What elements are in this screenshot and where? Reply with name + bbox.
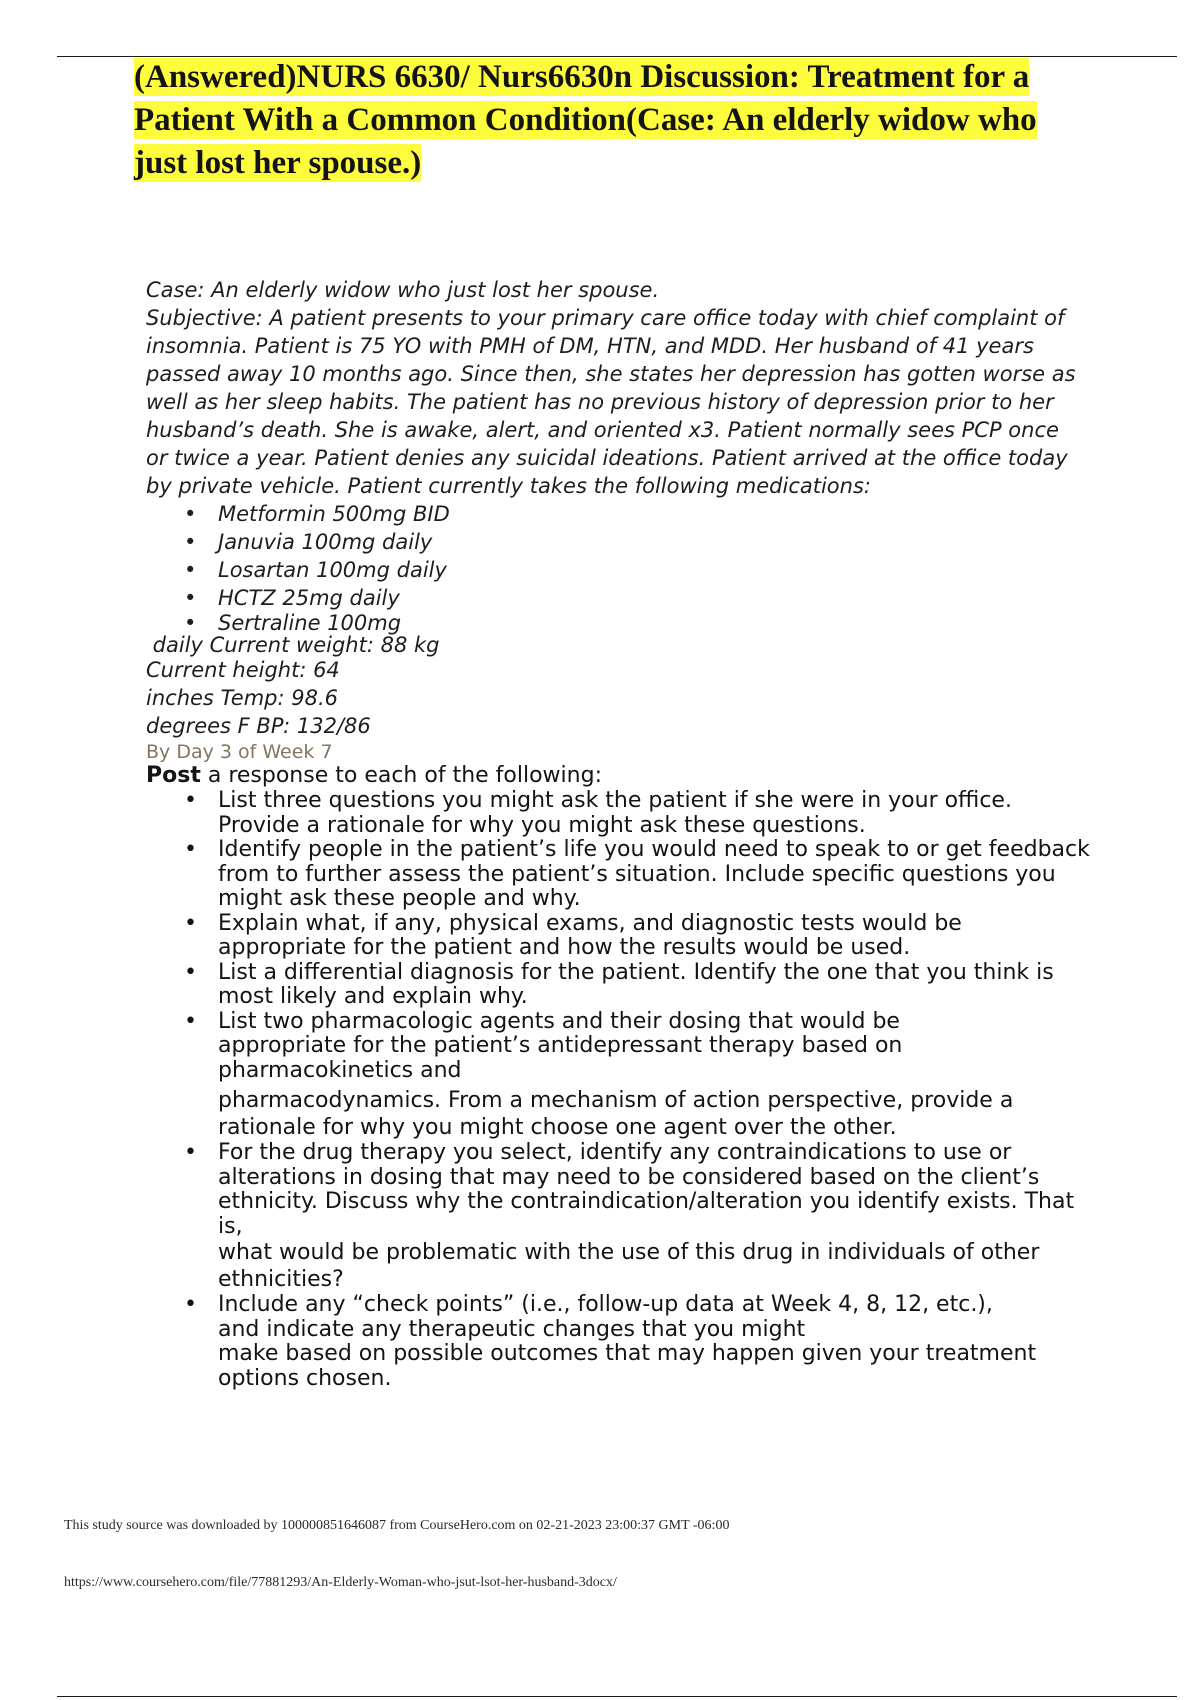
post-lead bbox=[146, 762, 1086, 789]
case-heading: Case: An elderly widow who just lost her spouse. bbox=[146, 278, 660, 302]
medication-item: • HCTZ 25mg daily bbox=[146, 584, 1086, 612]
prompt-item bbox=[146, 789, 1038, 838]
post-section bbox=[146, 762, 1090, 1391]
prompt-text-continued: make based on possible outcomes that may happen given your treatment options chosen. bbox=[218, 1341, 1037, 1391]
prompt-item bbox=[146, 1293, 1038, 1391]
vitals-line: inches Temp: 98.6 bbox=[146, 686, 338, 710]
post-bold-word: Post bbox=[146, 763, 201, 788]
case-subjective: Subjective: A patient presents to your primary care office today with chief complaint of insomnia. Patient is 75 YO with PMH of DM, HTN, and MDD. Her husband of 41 years passed away 10 months ago. Since then, she states her depression has gotten worse as well as her sleep habits. The patient has no previous history of depression prior to her husband’s death. She is awake, alert, and oriented x3. Patient normally sees PCP once or twice a year. Patient denies any suicidal ideations. Patient arrived at the office today by private vehicle. Patient currently takes the following medications: bbox=[146, 306, 1076, 498]
prompt-text: • List a differential diagnosis for the patient. Identify the one that you think is most likely and explain why. bbox=[218, 959, 1054, 1009]
vitals-line: degrees F BP: 132/86 bbox=[146, 714, 371, 738]
bottom-rule bbox=[57, 1696, 1177, 1697]
prompt-text: • List two pharmacologic agents and their dosing that would be appropriate for the patient’s antidepressant therapy based on pharmacokinetics and bbox=[218, 1008, 903, 1083]
post-lead-text: a response to each of the following: bbox=[200, 763, 602, 788]
deadline-label: By Day 3 of Week 7 bbox=[146, 741, 333, 763]
medication-item: • Losartan 100mg daily bbox=[146, 556, 1086, 584]
title-highlight: (Answered)NURS 6630/ Nurs6630n Discussion: Treatment for a Patient With a Common Condition(Case: An elderly widow who just lost her spouse.) bbox=[134, 59, 1037, 181]
document-title bbox=[134, 56, 1094, 185]
vitals-line: daily Current weight: 88 kg bbox=[146, 633, 440, 657]
prompt-item bbox=[146, 1010, 1018, 1142]
medication-item: • Metformin 500mg BID bbox=[146, 500, 1086, 528]
prompt-text-continued: what would be problematic with the use of this drug in individuals of other ethnicities? bbox=[218, 1240, 1040, 1292]
prompt-text: • Include any “check points” (i.e., follow-up data at Week 4, 8, 12, etc.), and indicate any therapeutic changes that you might bbox=[218, 1292, 993, 1342]
prompt-text-continued: pharmacodynamics. From a mechanism of action perspective, provide a rationale for why you might choose one agent over the other. bbox=[218, 1088, 1014, 1140]
prompt-item bbox=[146, 912, 1068, 961]
prompt-item bbox=[146, 1141, 1078, 1293]
prompt-text: • Identify people in the patient’s life you would need to speak to or get feedback from to further assess the patient’s situation. Include specific questions you might ask these people and why. bbox=[218, 837, 1090, 911]
medication-item: • Sertraline 100mg bbox=[146, 612, 1086, 634]
source-url: https://www.coursehero.com/file/77881293/An-Elderly-Woman-who-jsut-lsot-her-husband-3docx/ bbox=[64, 1575, 617, 1590]
prompt-text: • List three questions you might ask the patient if she were in your office. Provide a rationale for why you might ask these questions. bbox=[218, 788, 1012, 838]
medication-list bbox=[146, 500, 1086, 634]
medication-item: • Januvia 100mg daily bbox=[146, 528, 1086, 556]
vitals-block bbox=[146, 634, 1086, 740]
case-section bbox=[146, 276, 1086, 740]
vitals-line: Current height: 64 bbox=[146, 658, 340, 682]
download-notice: This study source was downloaded by 100000851646087 from CourseHero.com on 02-21-2023 23:00:37 GMT -06:00 bbox=[64, 1518, 730, 1533]
prompt-text: • For the drug therapy you select, identify any contraindications to use or alterations in dosing that may need to be considered based on the client’s ethnicity. Discuss why the contraindication/alteration you identify exists. That is, bbox=[218, 1140, 1075, 1239]
prompt-item bbox=[146, 961, 1068, 1010]
prompt-item bbox=[146, 838, 1098, 912]
prompt-text: • Explain what, if any, physical exams, and diagnostic tests would be appropriate for the patient and how the results would be used. bbox=[218, 910, 962, 960]
prompt-list bbox=[146, 788, 1090, 1391]
